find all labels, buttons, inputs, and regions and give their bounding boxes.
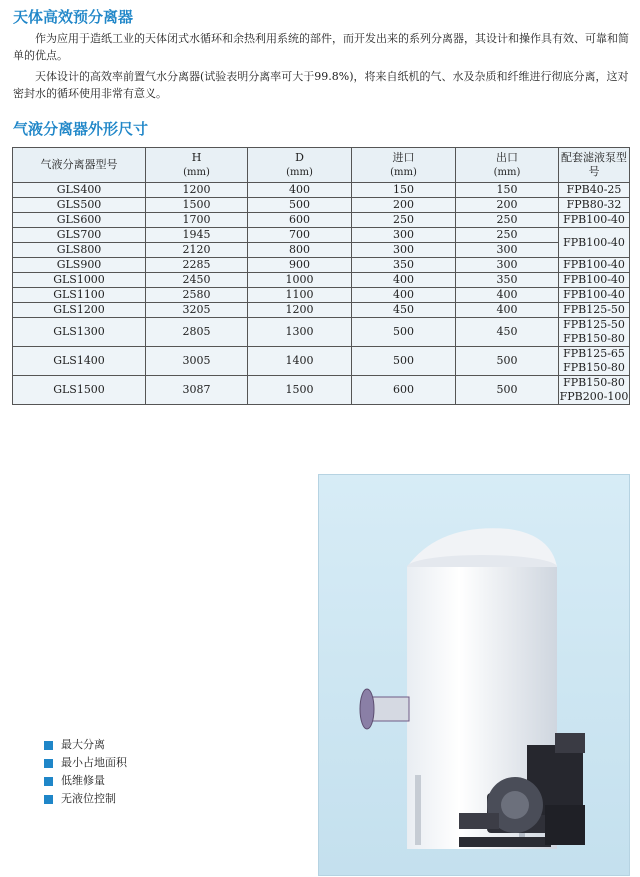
cell-pump: FPB100-40 bbox=[559, 288, 630, 303]
cell-inlet: 450 bbox=[352, 303, 456, 318]
cell-h: 3205 bbox=[146, 303, 248, 318]
cell-model: GLS600 bbox=[13, 213, 146, 228]
cell-outlet: 400 bbox=[456, 288, 559, 303]
cell-pump: FPB125-50 bbox=[559, 303, 630, 318]
description-paragraph: 天体设计的高效率前置气水分离器(试验表明分离率可大于99.8%)，将来自纸机的气、水及杂质和纤维进行彻底分离，这对密封水的循环使用非常有意义。 bbox=[13, 70, 629, 100]
cell-model: GLS1300 bbox=[13, 318, 146, 347]
table-row bbox=[13, 228, 630, 243]
cell-d: 1300 bbox=[248, 318, 352, 347]
cell-d: 1100 bbox=[248, 288, 352, 303]
feature-item: 最大分离 bbox=[44, 736, 127, 754]
cell-h: 1200 bbox=[146, 183, 248, 198]
table-row bbox=[13, 198, 630, 213]
cell-pump: FPB100-40 bbox=[559, 213, 630, 228]
table-row bbox=[13, 243, 630, 258]
cell-pump: FPB100-40 bbox=[559, 228, 630, 258]
cell-h: 2805 bbox=[146, 318, 248, 347]
cell-d: 1400 bbox=[248, 347, 352, 376]
cell-h: 2580 bbox=[146, 288, 248, 303]
cell-h: 3005 bbox=[146, 347, 248, 376]
cell-model: GLS500 bbox=[13, 198, 146, 213]
cell-model: GLS1500 bbox=[13, 376, 146, 405]
cell-pump: FPB125-50 FPB150-80 bbox=[559, 318, 630, 347]
cell-d: 700 bbox=[248, 228, 352, 243]
table-title: 气液分离器外形尺寸 bbox=[13, 120, 149, 138]
cell-model: GLS700 bbox=[13, 228, 146, 243]
cell-model: GLS400 bbox=[13, 183, 146, 198]
separator-product-photo bbox=[318, 474, 630, 876]
header-outlet: 出口 (mm) bbox=[456, 148, 559, 183]
feature-item: 无液位控制 bbox=[44, 790, 127, 808]
cell-model: GLS1400 bbox=[13, 347, 146, 376]
cell-inlet: 150 bbox=[352, 183, 456, 198]
cell-inlet: 300 bbox=[352, 243, 456, 258]
table-row bbox=[13, 303, 630, 318]
table-row bbox=[13, 376, 630, 405]
page-title: 天体高效预分离器 bbox=[13, 8, 134, 26]
cell-inlet: 400 bbox=[352, 288, 456, 303]
table-header-row bbox=[13, 148, 630, 183]
cell-model: GLS1200 bbox=[13, 303, 146, 318]
feature-item: 低维修量 bbox=[44, 772, 127, 790]
cell-pump: FPB40-25 bbox=[559, 183, 630, 198]
cell-outlet: 500 bbox=[456, 347, 559, 376]
cell-d: 400 bbox=[248, 183, 352, 198]
cell-h: 1500 bbox=[146, 198, 248, 213]
header-h: H (mm) bbox=[146, 148, 248, 183]
table-row bbox=[13, 273, 630, 288]
cell-inlet: 250 bbox=[352, 213, 456, 228]
cell-model: GLS1100 bbox=[13, 288, 146, 303]
cell-d: 500 bbox=[248, 198, 352, 213]
cell-pump: FPB125-65 FPB150-80 bbox=[559, 347, 630, 376]
table-row bbox=[13, 213, 630, 228]
cell-d: 800 bbox=[248, 243, 352, 258]
intro-paragraph: 作为应用于造纸工业的天体闭式水循环和余热利用系统的部件，而开发出来的系列分离器，其设计和操作具有效、可靠和简单的优点。 bbox=[13, 32, 629, 62]
cell-model: GLS800 bbox=[13, 243, 146, 258]
square-bullet-icon bbox=[44, 795, 53, 804]
cell-inlet: 350 bbox=[352, 258, 456, 273]
cell-outlet: 150 bbox=[456, 183, 559, 198]
cell-h: 2120 bbox=[146, 243, 248, 258]
header-inlet: 进口 (mm) bbox=[352, 148, 456, 183]
cell-model: GLS900 bbox=[13, 258, 146, 273]
table-row bbox=[13, 288, 630, 303]
cell-h: 3087 bbox=[146, 376, 248, 405]
header-pump: 配套滤液泵型号 bbox=[559, 148, 630, 183]
gas-liquid-separator-illustration bbox=[319, 475, 629, 875]
dimensions-table bbox=[12, 147, 630, 405]
cell-inlet: 600 bbox=[352, 376, 456, 405]
cell-d: 1000 bbox=[248, 273, 352, 288]
cell-outlet: 250 bbox=[456, 213, 559, 228]
square-bullet-icon bbox=[44, 759, 53, 768]
cell-d: 600 bbox=[248, 213, 352, 228]
cell-h: 1700 bbox=[146, 213, 248, 228]
cell-inlet: 400 bbox=[352, 273, 456, 288]
cell-pump: FPB100-40 bbox=[559, 273, 630, 288]
cell-outlet: 400 bbox=[456, 303, 559, 318]
cell-inlet: 500 bbox=[352, 347, 456, 376]
cell-h: 1945 bbox=[146, 228, 248, 243]
cell-outlet: 350 bbox=[456, 273, 559, 288]
cell-pump: FPB100-40 bbox=[559, 258, 630, 273]
table-row bbox=[13, 183, 630, 198]
cell-d: 1200 bbox=[248, 303, 352, 318]
square-bullet-icon bbox=[44, 777, 53, 786]
cell-pump: FPB150-80 FPB200-100 bbox=[559, 376, 629, 403]
cell-model: GLS1000 bbox=[13, 273, 146, 288]
header-d: D (mm) bbox=[248, 148, 352, 183]
cell-inlet: 300 bbox=[352, 228, 456, 243]
cell-d: 1500 bbox=[248, 376, 352, 405]
feature-item: 最小占地面积 bbox=[44, 754, 127, 772]
cell-h: 2285 bbox=[146, 258, 248, 273]
cell-outlet: 200 bbox=[456, 198, 559, 213]
cell-inlet: 500 bbox=[352, 318, 456, 347]
cell-outlet: 300 bbox=[456, 243, 559, 258]
header-model: 气液分离器型号 bbox=[13, 148, 146, 183]
cell-inlet: 200 bbox=[352, 198, 456, 213]
table-row bbox=[13, 347, 630, 376]
table-row bbox=[13, 318, 630, 347]
cell-d: 900 bbox=[248, 258, 352, 273]
feature-list bbox=[44, 736, 127, 808]
cell-outlet: 300 bbox=[456, 258, 559, 273]
cell-h: 2450 bbox=[146, 273, 248, 288]
cell-outlet: 250 bbox=[456, 228, 559, 243]
cell-outlet: 500 bbox=[456, 376, 559, 405]
cell-outlet: 450 bbox=[456, 318, 559, 347]
square-bullet-icon bbox=[44, 741, 53, 750]
table-row bbox=[13, 258, 630, 273]
cell-pump: FPB80-32 bbox=[559, 198, 630, 213]
